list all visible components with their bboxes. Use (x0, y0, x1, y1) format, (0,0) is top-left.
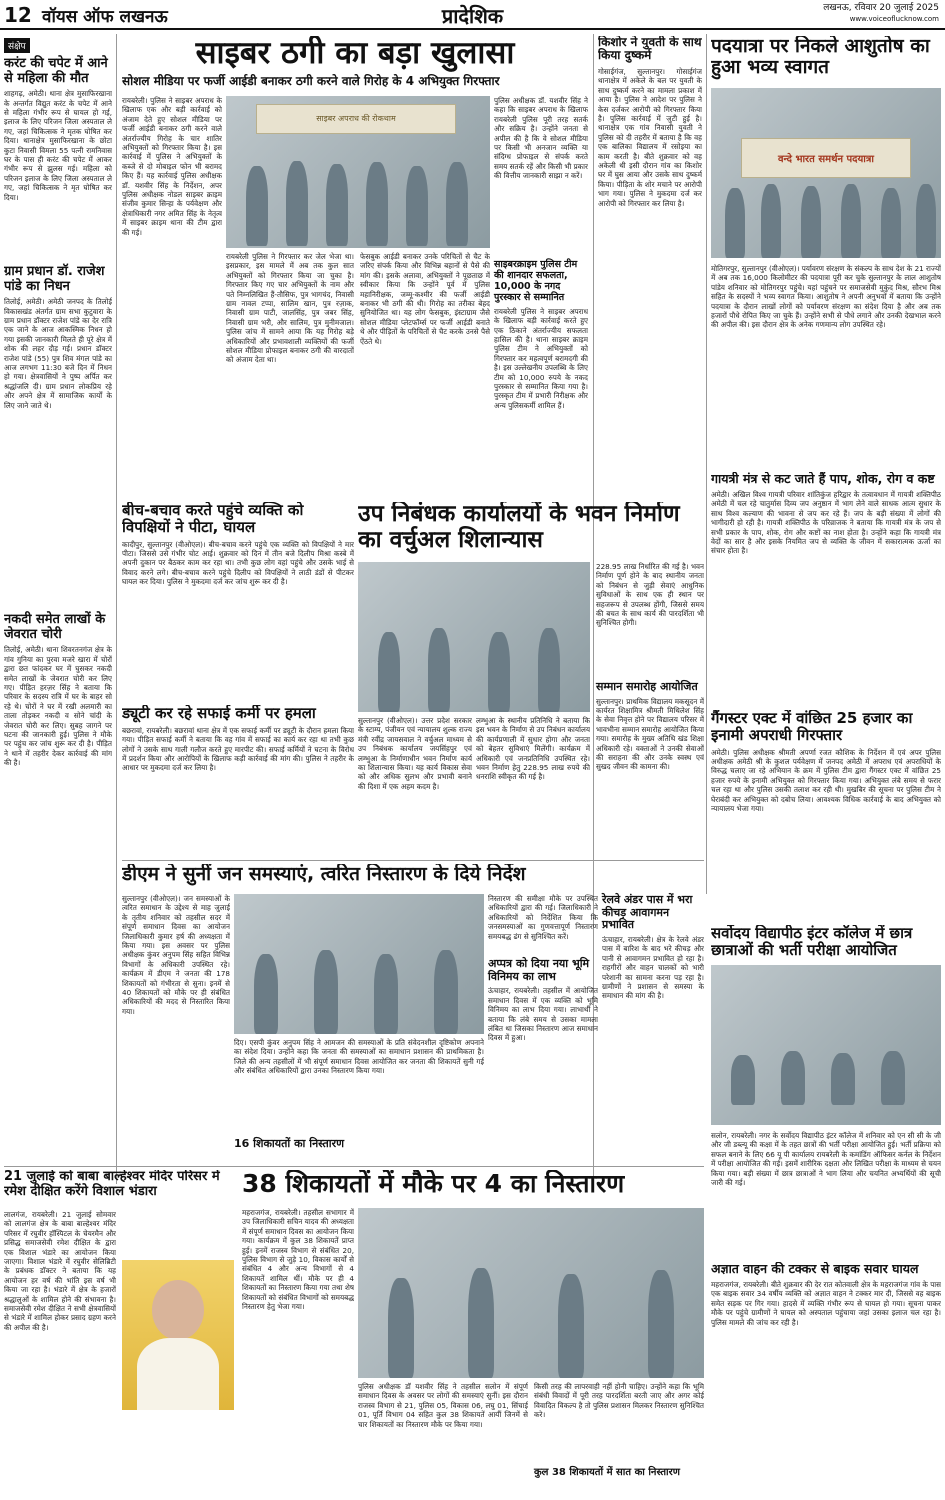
dm-side (602, 894, 704, 1164)
lead-text: फेसबुक आईडी बनाकर उनके परिचितों से चैट के जरिए संपर्क किया और विभिन्न बहानों से पैसे की मांग की। इसके अलावा, अभियुक्तों ने पूछताछ में स्वीकार किया कि उन्होंने पूर्व में पुलिस महानिरीक्षक, जम्मू-कश्मीर की फर्जी आईडी बनाकर भी ठगी की थी। गिरोह का तरीका बेहद सुनियोजित था। यह लोग फेसबुक, इंस्टाग्राम जैसे सोशल मीडिया प्लेटफॉर्म्स पर फर्जी आईडी बनाते थे और पीड़ितों के परिचितों से चैट करके उनसे पैसे ऐंठते थे। (360, 252, 490, 346)
person-figure (374, 954, 398, 1034)
person-figure (725, 188, 745, 258)
story-title: करंट की चपेट में आने से महिला की मौत (4, 56, 108, 86)
paper-name: वॉयस ऑफ लखनऊ (42, 7, 168, 27)
issue-date-text: लखनऊ, रविवार 20 जुलाई 2025 (823, 3, 939, 13)
person-figure (558, 1274, 584, 1378)
story-text: सुल्तानपुर (वीओएल)। उत्तर प्रदेश सरकार के स्टाम्प, पंजीयन एवं न्यायालय शुल्क राज्य मंत्री रवींद्र जायसवाल ने वर्चुअल माध्यम से उप निबंधक कार्यालय जयसिंहपुर एवं लम्भुआ के निर्माणाधीन भवन निर्माण कार्य का शिलान्यास किया। यह कार्य विकास सेवा को और अधिक सुलभ और प्रभावी बनाने की दिशा में एक अहम कदम है। (358, 716, 472, 791)
story-title: किशोर ने युवती के साथ किया दुष्कर्म (598, 36, 702, 63)
story-text: अमेठी। अखिल विश्व गायत्री परिवार शांतिकुंज हरिद्वार के तत्वावधान में गायत्री शक्तिपीठ अमेठी में चल रहे चातुर्मास दिव्य जप अनुष्ठान में भाग लेने वाले साधक आत्म सुधार के साथ विश्व कल्याण की भावना से जप कर रहे हैं। जप के बड़ी संख्या में लोगों की भागीदारी हो रही है। गायत्री शक्तिपीठ के परिव्राजक ने बताया कि गायत्री मंत्र के जप से सभी प्रकार के पाप, शोक, रोग और कष्टों का नाश होता है। उन्होंने कहा कि गायत्री मंत्र वेदों का सार है और इसके नियमित जप से व्यक्ति के जीवन में सकारात्मक ऊर्जा का संचार होता है। (711, 490, 941, 556)
story-text: मोतिगरपुर, सुल्तानपुर (वीओएल)। पर्यावरण संरक्षण के संकल्प के साथ देश के 21 राज्यों में अब तक 16,000 किलोमीटर की पदयात्रा पूरी कर चुके सुल्तानपुर के लाल आशुतोष पांडेय शनिवार को मोतिगरपुर पहुंचे। यहां पहुंचने पर समाजसेवी मुकुंद मिश्र, सौरभ मिश्र सहित के सदस्यों ने भव्य स्वागत किया। आशुतोष ने अपनी अनुभवों में बताया कि उन्होंने पदयात्रा के दौरान लाखों लोगों को पर्यावरण संरक्षण का संदेश दिया है और अब तक हजारों पौधे रोपित किए जा चुके हैं। उन्होंने सभी से पौधे लगाने और उनकी देखभाल करने की अपील की। इस दौरान क्षेत्र के अनेक गणमान्य लोग उपस्थित रहे। (711, 264, 941, 330)
story-text: पुलिस अधीक्षक डॉ यशवीर सिंह ने तहसील सलोन में संपूर्ण समाधान दिवस के अवसर पर लोगों की समस्याएं सुनीं। इस दौरान राजस्व विभाग से 21, पुलिस 05, विकास 06, लघु 01, सिंचाई 01, पूर्ति विभाग 04 सहित कुल 38 शिकायतें आयीं जिनमें से चार शिकायतों का निस्तारण मौके पर किया गया। (358, 1382, 528, 1429)
person-figure (761, 184, 781, 258)
portrait-photo (122, 1260, 234, 1410)
column-rule (706, 34, 707, 894)
person-figure (378, 632, 400, 712)
kishore-story (598, 36, 702, 498)
story-text: लालगंज, रायबरेली। 21 जुलाई सोमवार को लालगंज क्षेत्र के बाबा बाल्हेश्वर मंदिर परिसर में रघुवीर हॉस्पिटल के चेयरमैन और प्रसिद्ध समाजसेवी रमेश दीक्षित के द्वारा एक विशाल भंडारे का आयोजन किया जाएगा। विशाल भंडारे में रघुवीर सेलिब्रिटी के प्रबंधक डॉक्टर ने बताया कि यह आयोजन हर वर्ष की भांति इस वर्ष भी किया जा रहा है। भंडारे में क्षेत्र के हजारों श्रद्धालुओं के शामिल होने की संभावना है। समाजसेवी रमेश दीक्षित ने सभी क्षेत्रवासियों से भंडारे में शामिल होकर प्रसाद ग्रहण करने की अपील की है। (4, 1210, 116, 1332)
story-title: उप निबंधक कार्यालयों के भवन निर्माण का वर्चुअल शिलान्यास (358, 502, 680, 553)
page-header (0, 0, 945, 30)
issue-date (823, 3, 939, 25)
person-figure (881, 188, 901, 258)
lead-text: रायबरेली। पुलिस ने साइबर अपराध के खिलाफ एक और बड़ी कार्रवाई को अंजाम देते हुए सोशल मीडिया पर फर्जी आईडी बनाकर ठगी करने वाले अंतर्राज्यीय गिरोह के चार शातिर अभियुक्तों को गिरफ्तार किया है। इस कार्रवाई में पुलिस ने अभियुक्तों के कब्जे से दो मोबाइल फोन भी बरामद किए हैं। यह कार्रवाई पुलिस अधीक्षक डॉ. यशवीर सिंह के निर्देशन, अपर पुलिस अधीक्षक नोडल साइबर क्राइम संजीव कुमार सिन्हा के पर्यवेक्षण और क्षेत्राधिकारी नगर अमित सिंह के नेतृत्व में साइबर क्राइम थाना की टीम द्वारा की गई। (122, 96, 222, 256)
person-figure (801, 186, 821, 258)
story-title: गैंगस्टर एक्ट में वांछित 25 हजार का इनामी अपराधी गिरफ्तार (711, 710, 913, 744)
agyat-story (711, 1262, 941, 1496)
story-text: लम्भुआ के स्थानीय प्रतिनिधि ने बताया कि इस भवन के निर्माण से उप निबंधन कार्यालय की कार्यप्रणाली में सुधार होगा और जनता को बेहतर सुविधाएं मिलेंगी। कार्यक्रम में अधिकारी एवं जनप्रतिनिधि उपस्थित रहे। भवन निर्माण हेतु 228.95 लाख रुपये की धनराशि स्वीकृत की गई है। (476, 716, 590, 782)
sarvoday-story (711, 925, 941, 1255)
person-figure (831, 1053, 855, 1105)
person-figure (326, 164, 348, 246)
story-title: ड्यूटी कर रहे सफाई कर्मी पर हमला (122, 705, 316, 722)
story-sub: अप्पत्र को दिया नया भूमि विनिमय का लाभ (488, 957, 590, 983)
story-title: बीच-बचाव करते पहुंचे व्यक्ति को विपक्षियों ने पीटा, घायल (122, 502, 304, 536)
photo-banner: वन्दे भारत समर्थन पदयात्रा (741, 138, 911, 178)
story-title: ग्राम प्रधान डॉ. राजेश पांडे का निधन (4, 264, 105, 294)
story-title: 38 शिकायतों में मौके पर 4 का निस्तारण (242, 1170, 625, 1198)
shikayat-side (534, 1382, 704, 1496)
story-text: तिलोई, अमेठी। अमेठी जनपद के तिलोई विकासखंड अंतर्गत ग्राम सभा कुटुवारा के ग्राम प्रधान डॉक्टर राजेश पांडे का देर रात्रि एक जाने के आज आकस्मिक निधन हो गया इसकी जानकारी मिलते ही पूरे क्षेत्र में शोक की लहर दौड़ गई। प्रधान डॉक्टर राजेश पांडे (55) पुत्र शिव मंगल पांडे का आज लगभग 11:30 बजे दिन में निधन हो गया। क्षेत्रवासियों ने पुष्प अर्पित कर श्रद्धांजलि दी। ग्राम प्रधान लोकप्रिय रहे और अपने क्षेत्र में सामाजिक कार्यों के लिए जाने जाते थे। (4, 297, 112, 410)
story-title: डीएम ने सुनीं जन समस्याएं, त्वरित निस्तारण के दिये निर्देश (122, 864, 526, 885)
upnibandhak-story (358, 502, 704, 857)
brief-column (4, 34, 112, 1194)
story-text: ऊंचाहार, रायबरेली। तहसील में आयोजित समाधान दिवस में एक व्यक्ति को भूमि विनिमय का लाभ दिया गया। लाभार्थी ने बताया कि लंबे समय से उसका मामला लंबित था जिसका निस्तारण आज समाधान दिवस में हुआ। (488, 986, 598, 1043)
person-figure (254, 954, 278, 1034)
lead-text: रायबरेली पुलिस ने गिरफ्तार कर जेल भेजा था। इसप्रकार, इस मामले में अब तक कुल सात अभियुक्तों को गिरफ्तार किया जा चुका है। गिरफ्तार किए गए चार अभियुक्तों के नाम और पते निम्नलिखित हैं-तौसिफ, पुत्र भागचंद, निवासी ग्राम नावल टप्पा, सालिम खान, पुत्र रज़ाक, निवासी ग्राम पाटी, जालसिंह, पुत्र जबर सिंह, निवासी ग्राम भरी, और सालिम, पुत्र मुनीमजाल। पुलिस जांच में सामने आया कि यह गिरोह बड़े अधिकारियों और प्रभावशाली व्यक्तियों की फर्जी सोशल मीडिया प्रोफाइल बनाकर ठगी की वारदातों को अंजाम देता था। (226, 252, 354, 365)
duty-story (122, 705, 354, 857)
person-figure (434, 950, 458, 1034)
story-text: सुल्तानपुर (वीओएल)। जन समस्याओं के त्वरित समाधान के उद्देश्य से माह जुलाई के तृतीय शनिवार को तहसील सदर में संपूर्ण समाधान दिवस का आयोजन जिलाधिकारी कुमार हर्ष की अध्यक्षता में किया गया। इस अवसर पर पुलिस अधीक्षक कुंवर अनुपम सिंह सहित विभिन्न विभागों के अधिकारी उपस्थित रहे। कार्यक्रम में डीएम ने जनता की 178 शिकायतों को गंभीरता से सुना। इनमें से 40 शिकायतों को मौके पर ही संबंधित अधिकारियों की मदद से निस्तारित किया गया। (122, 894, 230, 1016)
person-figure (538, 628, 560, 712)
exam-photo (711, 965, 941, 1125)
story-title: अज्ञात वाहन की टक्कर से बाइक सवार घायल (711, 1262, 919, 1276)
person-figure (246, 166, 268, 246)
story-text: ऊंचाहार, रायबरेली। क्षेत्र के रेलवे अंडर पास में बारिश के बाद भरे कीचड़ और पानी से आवागमन प्रभावित हो रहा है। राहगीरों और वाहन चालकों को भारी परेशानी का सामना करना पड़ रहा है। ग्रामीणों ने प्रशासन से समस्या के समाधान की मांग की है। (602, 934, 704, 1001)
story-sub: कुल 38 शिकायतों में सात का निस्तारण (534, 1467, 680, 1478)
story-text: सुल्तानपुर। प्राथमिक विद्यालय मकसूदन में कार्यरत शिक्षामित्र श्रीमती मिथिलेश सिंह के सेवा निवृत्त होने पर विद्यालय परिसर में भावभीना सम्मान समारोह आयोजित किया गया। समारोह के मुख्य अतिथि खंड शिक्षा अधिकारी रहे। वक्ताओं ने उनकी सेवाओं की सराहना की और उनके स्वस्थ एवं सुखद जीवन की कामना की। (596, 696, 704, 772)
padyatra-photo (711, 88, 941, 258)
lead-text-frame (122, 96, 222, 256)
story-text: सलोन, रायबरेली। नगर के सर्वोदय विद्यापीठ इंटर कॉलेज में शनिवार को एन सी सी के जी और जी डब्ल्यू की कक्षा में के तहत छात्रों की भर्ती परीक्षा आयोजित हुई। भर्ती प्रक्रिया को सफल बनाने के लिए 66 यू पी कार्यालय रायबरेली के कमांडिंग ऑफिसर कर्नल के निर्देशन में परीक्षा आयोजित की गई। इसमें शारीरिक दक्षता और लिखित परीक्षा के माध्यम से चयन किया गया। बड़ी संख्या में छात्र छात्राओं ने भाग लिया और चयनित अभ्यर्थियों की सूची जारी की गई। (711, 1131, 941, 1188)
person-figure (881, 1051, 905, 1105)
face-shape (152, 1280, 204, 1340)
shikayat-story (242, 1170, 704, 1496)
story-text: अमेठी। पुलिस अधीक्षक श्रीमती अपर्णा रजत कौशिक के निर्देशन में एवं अपर पुलिस अधीक्षक अमेठी श्री के कुशल पर्यवेक्षण में जनपद अमेठी में अपराध एवं अपराधियों के विरुद्ध चलाए जा रहे अभियान के क्रम में पुलिस टीम द्वारा गैंगस्टर एक्ट में वांछित 25 हजार रुपये के इनामी अभियुक्त को गिरफ्तार किया गया। अभियुक्त लंबे समय से फरार चल रहा था और पुलिस उसकी तलाश कर रही थी। मुखबिर की सूचना पर पुलिस टीम ने घेराबंदी कर अभियुक्त को दबोच लिया। आवश्यक विधिक कार्रवाई के बाद अभियुक्त को न्यायालय भेजा गया। (711, 747, 941, 814)
section-rule (4, 1166, 704, 1167)
lead-story (122, 36, 588, 498)
story-text: बछरावां, रायबरेली। बछरावां थाना क्षेत्र में एक सफाई कर्मी पर ड्यूटी के दौरान हमला किया गया। पीड़ित सफाई कर्मी ने बताया कि वह गांव में सफाई का कार्य कर रहा था तभी कुछ लोगों ने उसके साथ गाली गलौज करते हुए मारपीट की। सफाई कर्मियों ने घटना के विरोध में प्रदर्शन किया और आरोपियों के खिलाफ कड़ी कार्रवाई की मांग की। पुलिस ने तहरीर के आधार पर मुकदमा दर्ज कर लिया है। (122, 725, 354, 773)
person-figure (781, 1051, 805, 1105)
person-figure (488, 632, 510, 712)
person-figure (388, 1278, 414, 1378)
lead-photo (226, 96, 490, 248)
photo-banner: साइबर अपराध की रोकथाम (256, 104, 456, 134)
page-number: 12 (4, 3, 32, 27)
section-title: प्रादेशिक (441, 4, 504, 28)
person-figure (648, 1270, 674, 1378)
person-figure (366, 162, 388, 246)
story-title: सर्वोदय विद्यापीठ इंटर कॉलेज में छात्र छात्राओं की भर्ती परीक्षा आयोजित (711, 925, 913, 959)
story-text: शाहगढ़, अमेठी। थाना क्षेत्र मुसाफिरखाना के अन्तर्गत विद्युत करंट के चपेट में आने से महिला गंभीर रूप से घायल हो गई, इलाज के लिए परिजन जिला अस्पताल ले गए, जहां चिकित्सक ने मृतक घोषित कर दिया। थानाक्षेत्र मुसाफिरखाना के छोटा कुटा निवासी विमला 55 पत्नी रामनिवास घर के पास ही करंट की चपेट में आकर गंभीर रूप से झुलस गई। महिला को परिजन इलाज के लिए जिला अस्पताल ले गए, जहां चिकित्सक ने मृत घोषित कर दिया। (4, 89, 112, 202)
section-rule (122, 860, 704, 861)
story-text: तिलोई, अमेठी। थाना शिवरतनगंज क्षेत्र के गांव गुनिया का पुरवा मजरे खारा में चोरों द्वारा छत फांदकर घर में घुसकर नकदी समेत लाखों के जेवरात चोरी कर लिए गए। पीड़ित हरज़र सिंह ने बताया कि परिवार के सदस्य रात्रि में घर के बाहर सो रहे थे। चोरों ने घर में रखी अलमारी का ताला तोड़कर नकदी व सोने चांदी के जेवरात चोरी कर लिए। सुबह जागने पर घटना की जानकारी हुई। पुलिस ने मौके पर पहुंच कर जांच शुरू कर दी है। पीड़ित ने थाने में तहरीर देकर कार्रवाई की मांग की है। (4, 645, 112, 768)
lead-headline: साइबर ठगी का बड़ा खुलासा (195, 36, 515, 71)
story-sub: रेलवे अंडर पास में भरा कीचड़ आवागमन प्रभावित (602, 893, 693, 932)
story-title: गायत्री मंत्र से कट जाते हैं पाप, शोक, रोग व कष्ट (711, 472, 935, 486)
lead-side-sub: साइबरक्राइम पुलिस टीम की शानदार सफलता, 10,000 के नगद पुरस्कार से सम्मानित (494, 259, 578, 303)
story-text: महराजगंज, रायबरेली। बीते शुक्रवार की देर रात कोतवाली क्षेत्र के महराजगंज गांव के पास एक बाइक सवार 34 वर्षीय व्यक्ति को अज्ञात वाहन ने टक्कर मार दी, जिससे वह बाइक समेत सड़क पर गिर गया। हादसे में व्यक्ति गंभीर रूप से घायल हो गया। सूचना पाकर मौके पर पहुंचे ग्रामीणों ने घायल को अस्पताल पहुंचाया जहां उसका इलाज चल रहा है। पुलिस मामले की जांच कर रही है। (711, 1280, 941, 1327)
person-figure (731, 1055, 755, 1105)
person-figure (916, 184, 936, 258)
brief-tag: संक्षेप (4, 38, 30, 53)
person-figure (446, 162, 468, 246)
story-title: पदयात्रा पर निकले आशुतोष का हुआ भव्य स्वागत (711, 36, 930, 79)
gangster-story (711, 710, 941, 920)
dm-story (122, 864, 704, 1164)
padyatra-story (711, 36, 941, 466)
story-text: निस्तारण की समीक्षा मौके पर उपस्थित अधिकारियों द्वारा की गई। जिलाधिकारी ने अधिकारियों को निर्देशित किया कि जनसमस्याओं का गुणवत्तापूर्ण निस्तारण समयबद्ध ढंग से सुनिश्चित करें। (488, 894, 598, 941)
story-title: 21 जुलाई को बाबा बाल्हेश्वर मंदिर परिसर में रमेश दीक्षित करेंगे विशाल भंडारा (4, 1170, 220, 1199)
lead-text: रायबरेली पुलिस ने साइबर अपराध के खिलाफ बड़ी कार्रवाई करते हुए एक ठिकाने अंतर्राज्यीय सफलता हासिल की है। थाना साइबर क्राइम पुलिस टीम ने अभियुक्तों को गिरफ्तार कर महत्वपूर्ण बरामदगी की है। इस उल्लेखनीय उपलब्धि के लिए टीम को 10,000 रुपये के नकद पुरस्कार से सम्मानित किया गया है। पुरस्कृत टीम में प्रभारी निरीक्षक और अन्य पुलिसकर्मी शामिल हैं। (494, 306, 588, 410)
lead-text: पुलिस अधीक्षक डॉ. यशवीर सिंह ने कहा कि साइबर अपराध के खिलाफ रायबरेली पुलिस पूरी तरह सतर्क और सक्रिय है। उन्होंने जनता से अपील की है कि वे सोशल मीडिया पर किसी भी अनजान व्यक्ति या संदिग्ध प्रोफाइल से संपर्क करते समय सतर्क रहें और किसी भी प्रकार की वित्तीय जानकारी साझा न करें। (494, 96, 588, 181)
shirt-shape (137, 1338, 219, 1410)
hearing-photo (358, 1208, 704, 1378)
ceremony-photo (358, 562, 590, 712)
website-url: www.voiceoflucknow.com (849, 15, 939, 23)
person-figure (468, 1268, 494, 1378)
story-title: नकदी समेत लाखों के जेवरात चोरी (4, 612, 106, 642)
gayatri-story (711, 472, 941, 704)
story-text: कादीपुर, सुल्तानपुर (वीओएल)। बीच-बचाव करने पहुंचे एक व्यक्ति को विपक्षियों ने मार पीटा। जिससे उसे गंभीर चोट आई। शुक्रवार को दिन में तीन बजे दिलीप मिश्रा कस्बे में अपनी दुकान पर बैठकर काम कर रहा था। तभी कुछ लोग वहां पहुंचे और उसके भाई से विवाद करने लगे। बीच-बचाव करने पहुंचे दिलीप को विपक्षियों ने लाठी डंडों से पीटकर घायल कर दिया। पुलिस ने मुकदमा दर्ज कर जांच शुरू कर दी है। (122, 539, 354, 587)
lead-side (494, 96, 588, 498)
person-figure (841, 184, 861, 258)
person-figure (286, 161, 308, 246)
column-rule (116, 34, 117, 1184)
bichbachav-story (122, 502, 354, 702)
meeting-photo (234, 894, 484, 1034)
story-text: 228.95 लाख निर्धारित की गई है। भवन निर्माण पूर्ण होने के बाद स्थानीय जनता को निबंधन से जुड़ी सेवाएं आधुनिक सुविधाओं के साथ एक ही स्थान पर सहजरूप से उपलब्ध होंगी, जिससे समय की बचत के साथ कार्य की पारदर्शिता भी सुनिश्चित होगी। (596, 562, 704, 628)
story-text: महराजगंज, रायबरेली। तहसील सभागार में उप जिलाधिकारी सचिन यादव की अध्यक्षता में संपूर्ण समाधान दिवस का आयोजन किया गया। कार्यक्रम में कुल 38 शिकायतें प्राप्त हुई। इनमें राजस्व विभाग से संबंधित 20, पुलिस विभाग से जुड़े 10, विकास कार्यों से संबंधित 4 और अन्य विभागों से 4 शिकायतें शामिल थीं। मौके पर ही 4 शिकायतों का निस्तारण किया गया तथा शेष शिकायतों को संबंधित विभागों को समयबद्ध निस्तारण हेतु भेजा गया। (242, 1208, 354, 1312)
story-text: किसी तरह की लापरवाही नहीं होनी चाहिए। उन्होंने कहा कि भूमि संबंधी विवादों में पूरी तरह पारदर्शिता बरती जाए और अगर कोई विवादित विकल्प है तो पुलिस प्रशासन मिलकर निस्तारण सुनिश्चित करे। (534, 1382, 704, 1420)
story-text: दिए। एसपी कुंवर अनुपम सिंह ने आमजन की समस्याओं के प्रति संवेदनशील दृष्टिकोण अपनाने का संदेश दिया। उन्होंने कहा कि जनता की समस्याओं का समाधान प्रशासन की प्राथमिकता है। जिले की अन्य तहसीलों में भी संपूर्ण समाधान दिवस आयोजित कर जनता की शिकायतें सुनी गई और संबंधित अधिकारियों द्वारा उनका निस्तारण किया गया। (234, 1038, 484, 1076)
person-figure (428, 628, 450, 712)
story-text: गोसाईगंज, सुल्तानपुर। गोसाईगंज थानाक्षेत्र में अकेले के बल पर युवती के साथ दुष्कर्म करने का मामला प्रकाश में आया है। पुलिस ने आदेश पर पुलिस ने केस दर्जकर आरोपी को गिरफ्तार किया है। पुलिस कार्रवाई में जुटी हुई है। थानाक्षेत्र एक गांव निवासी युवती ने पुलिस को दी तहरीर में बताया है कि वह एक बालिका विद्यालय में रसोइया का काम करती है। बीते शुक्रवार को वह अकेली थी इसी दौरान गांव का किशोर घर में घुस आया और उसके साथ दुष्कर्म किया। पीड़िता के शोर मचाने पर आरोपी भाग गया। पुलिस ने मुकदमा दर्ज कर आरोपी को गिरफ्तार कर लिया है। (598, 66, 702, 208)
person-figure (406, 166, 428, 246)
upnibandhak-side (596, 562, 704, 857)
bhandara-story (4, 1170, 236, 1496)
person-figure (314, 950, 338, 1034)
story-sub: 16 शिकायतों का निस्तारण (234, 1137, 345, 1150)
lead-subhead: सोशल मीडिया पर फर्जी आईडी बनाकर ठगी करने वाले गिरोह के 4 अभियुक्त गिरफ्तार (122, 73, 500, 88)
story-sub: सम्मान समारोह आयोजित (596, 680, 698, 693)
dm-side (488, 894, 598, 1164)
